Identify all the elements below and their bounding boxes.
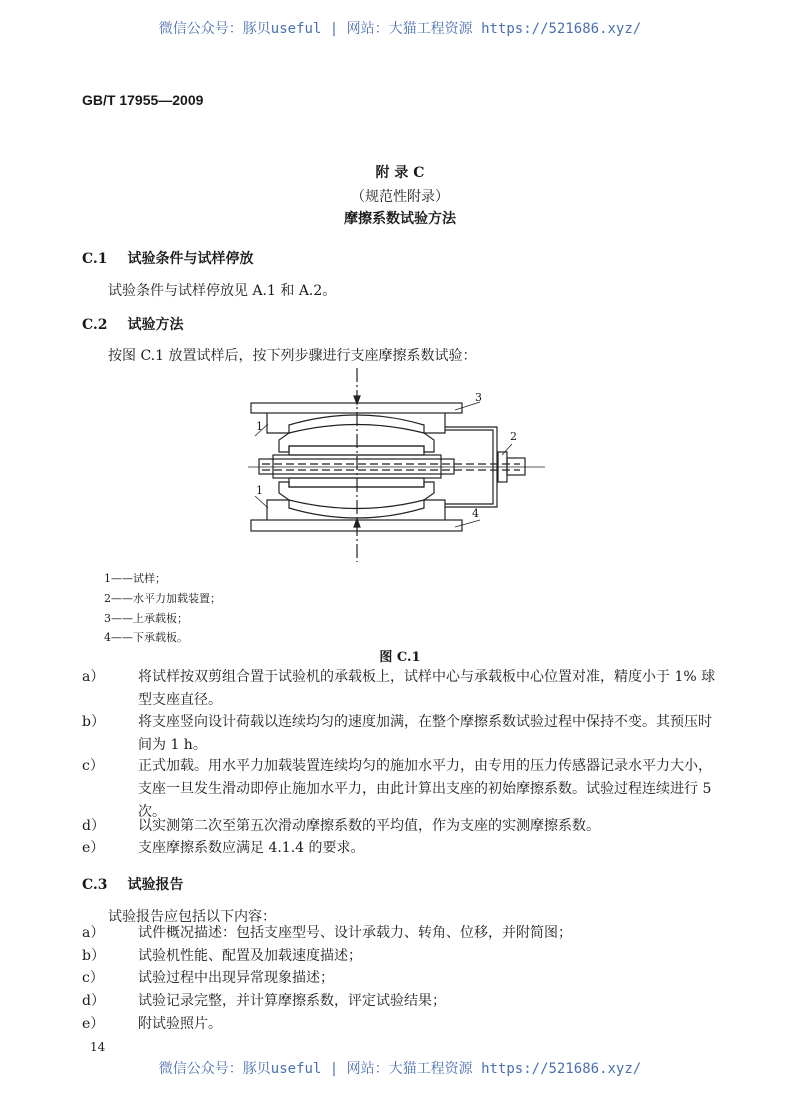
item-mark: b） xyxy=(82,714,105,730)
item-mark: a） xyxy=(82,669,105,685)
item-text: 试验记录完整，并计算摩擦系数，评定试验结果； xyxy=(138,993,446,1009)
item-text: 支座摩擦系数应满足 4.1.4 的要求。 xyxy=(138,840,365,856)
item-text: 试件概况描述：包括支座型号、设计承载力、转角、位移，并附简图； xyxy=(138,925,572,941)
legend-item: 1——试样； xyxy=(104,572,166,585)
item-text: 将支座竖向设计荷载以连续均匀的速度加满，在整个摩擦系数试验过程中保持不变。其预压时间为 1 h。 xyxy=(138,714,712,753)
item-text: 附试验照片。 xyxy=(138,1016,222,1032)
watermark-top: 微信公众号：豚贝useful | 网站：大猫工程资源 https://521686.xyz/ xyxy=(158,21,642,37)
list-item xyxy=(82,1013,722,1036)
c1-text: 试验条件与试样停放见 A.1 和 A.2。 xyxy=(108,283,337,299)
c3-intro: 试验报告应包括以下内容： xyxy=(108,909,276,925)
item-text: 将试样按双剪组合置于试验机的承载板上，试样中心与承载板中心位置对准，精度小于 1% 球型支座直径。 xyxy=(138,669,716,708)
legend-item: 2——水平力加载装置； xyxy=(104,592,221,605)
page-number: 14 xyxy=(90,1040,106,1054)
section-number: C.1 xyxy=(82,251,108,267)
appendix-subtitle: （规范性附录） xyxy=(351,189,449,205)
figure-label-4: 4 xyxy=(472,507,479,520)
legend-item: 4——下承载板。 xyxy=(104,631,188,644)
appendix-title: 附 录 C xyxy=(375,165,425,181)
section-title: 试验方法 xyxy=(127,317,184,333)
list-item xyxy=(82,922,722,945)
item-mark: c） xyxy=(82,970,104,986)
section-title: 试验条件与试样停放 xyxy=(127,251,254,267)
c2-intro: 按图 C.1 放置试样后，按下列步骤进行支座摩擦系数试验： xyxy=(108,348,477,364)
section-number: C.3 xyxy=(82,877,108,893)
figure-label-1-bottom: 1 xyxy=(256,484,263,497)
standard-number: GB/T 17955—2009 xyxy=(82,92,204,108)
section-c3-heading xyxy=(82,874,204,894)
list-item xyxy=(82,837,722,860)
list-item xyxy=(82,967,722,990)
section-number: C.2 xyxy=(82,317,108,333)
figure-caption: 图 C.1 xyxy=(379,650,421,665)
figure-label-1-top: 1 xyxy=(256,420,263,433)
item-text: 试验机性能、配置及加载速度描述； xyxy=(138,948,362,964)
list-item xyxy=(82,755,722,824)
item-text: 正式加载。用水平力加载装置连续均匀的施加水平力，由专用的压力传感器记录水平力大小，支座一旦发生滑动即停止施加水平力，由此计算出支座的初始摩擦系数。试验过程连续进行 5 次。 xyxy=(138,758,712,820)
figure-label-3: 3 xyxy=(475,391,482,404)
list-item xyxy=(82,815,722,838)
list-item xyxy=(82,945,722,968)
appendix-name: 摩擦系数试验方法 xyxy=(344,211,456,227)
list-item xyxy=(82,711,722,757)
item-text: 试验过程中出现异常现象描述； xyxy=(138,970,334,986)
item-text: 以实测第二次至第五次滑动摩擦系数的平均值，作为支座的实测摩擦系数。 xyxy=(138,818,600,834)
figure-label-2: 2 xyxy=(510,430,517,443)
legend-item: 3——上承载板； xyxy=(104,612,188,625)
list-item xyxy=(82,666,722,712)
section-title: 试验报告 xyxy=(127,877,184,893)
item-mark: e） xyxy=(82,840,105,856)
item-mark: b） xyxy=(82,948,105,964)
item-mark: d） xyxy=(82,993,105,1009)
item-mark: e） xyxy=(82,1016,105,1032)
list-item xyxy=(82,990,722,1013)
item-mark: a） xyxy=(82,925,105,941)
item-mark: c） xyxy=(82,758,104,774)
watermark-bottom: 微信公众号：豚贝useful | 网站：大猫工程资源 https://521686.xyz/ xyxy=(158,1061,642,1077)
item-mark: d） xyxy=(82,818,105,834)
